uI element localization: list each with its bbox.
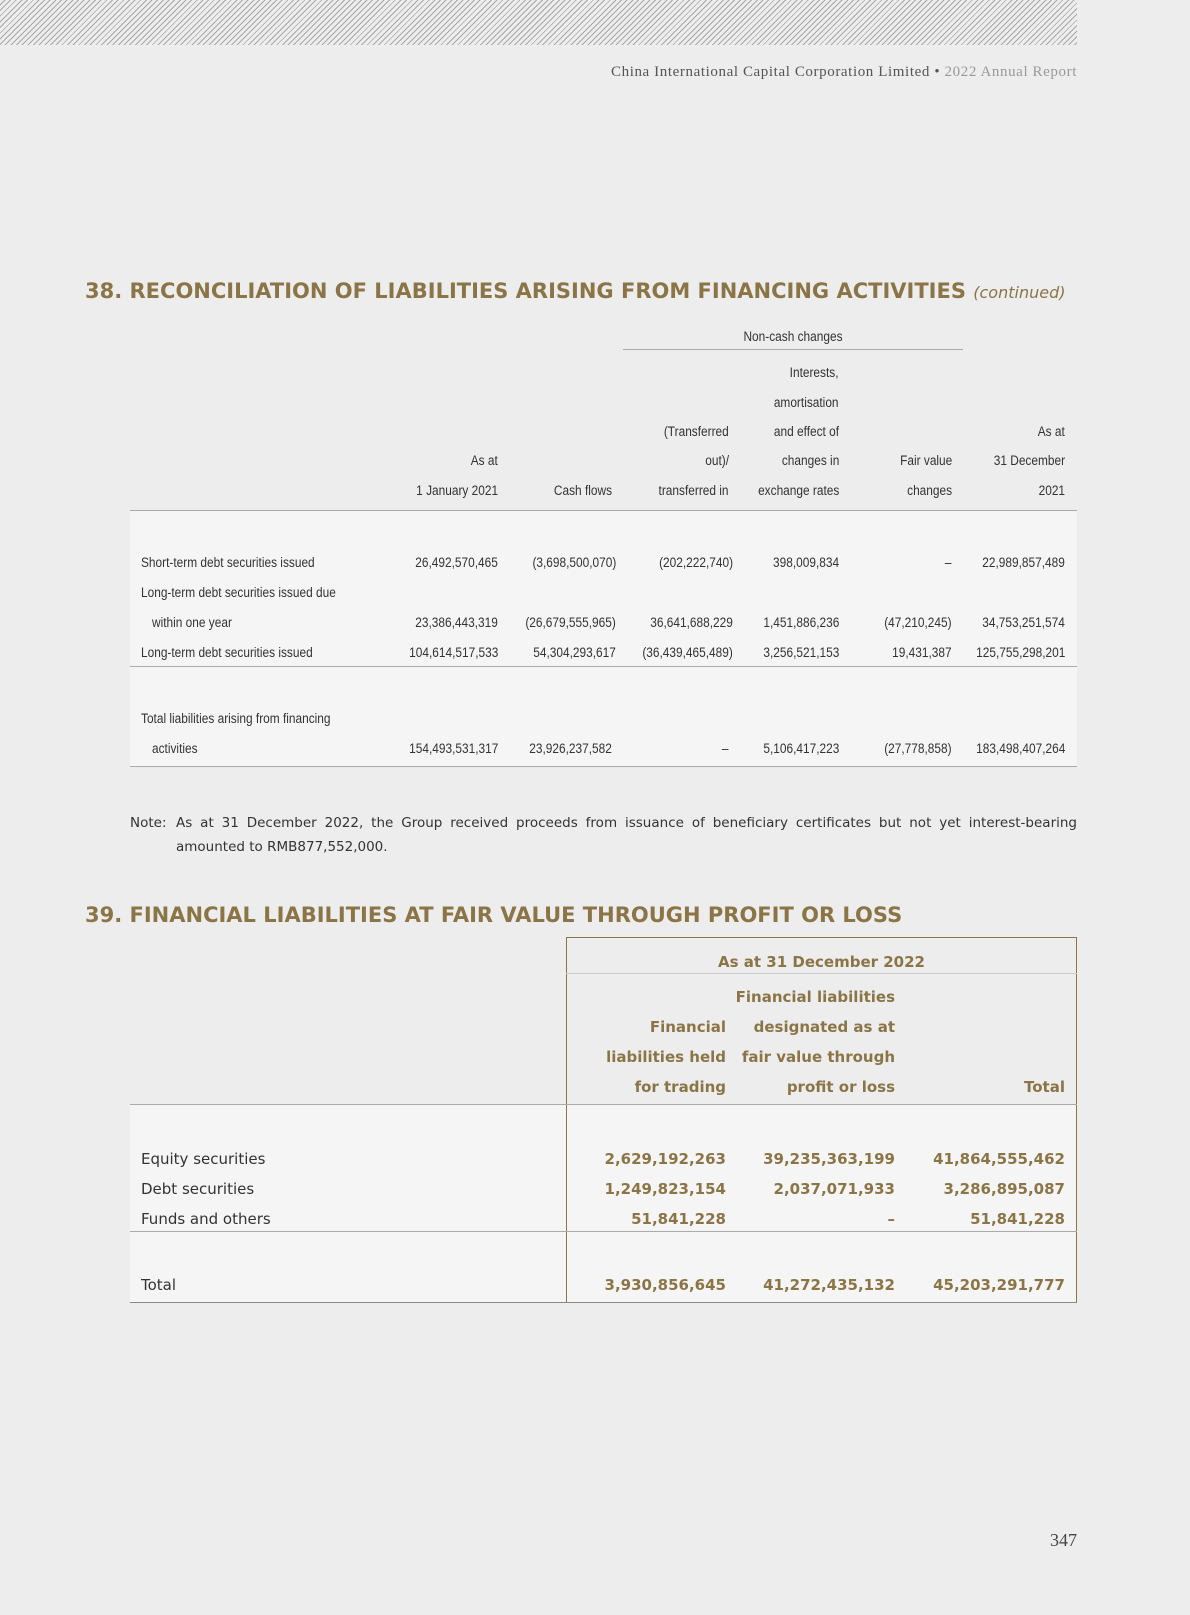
- cell-value: 22,989,857,489: [982, 555, 1065, 570]
- cell-value: –: [722, 741, 729, 756]
- section-38-heading: [85, 279, 1065, 303]
- cell-value: 51,841,228: [970, 1210, 1065, 1228]
- cell-value: 39,235,363,199: [763, 1150, 895, 1168]
- cell-value: (27,778,858): [884, 741, 952, 756]
- cell-value: 34,753,251,574: [982, 615, 1065, 630]
- column-header: out)/: [705, 453, 729, 468]
- cell-value: (26,679,555,965): [525, 615, 616, 630]
- cell-value: 3,286,895,087: [943, 1180, 1065, 1198]
- cell-value: 19,431,387: [892, 645, 952, 660]
- cell-value: 1,451,886,236: [763, 615, 839, 630]
- column-header: designated as at: [753, 1018, 895, 1036]
- column-header: Interests,: [790, 365, 839, 380]
- column-header: 1 January 2021: [416, 483, 498, 498]
- running-header: [611, 64, 1077, 81]
- cell-value: (47,210,245): [884, 615, 952, 630]
- column-header: Financial liabilities: [735, 988, 895, 1006]
- cell-value: 36,641,688,229: [650, 615, 733, 630]
- column-header: changes in: [781, 453, 839, 468]
- cell-value: 2,037,071,933: [773, 1180, 895, 1198]
- row-label: within one year: [152, 615, 232, 630]
- column-header: Fair value: [899, 453, 952, 468]
- column-header: profit or loss: [786, 1078, 895, 1096]
- cell-value: –: [887, 1210, 895, 1228]
- column-header: exchange rates: [757, 483, 839, 498]
- decorative-hatch-band: [0, 0, 1077, 45]
- report-title: 2022 Annual Report: [944, 64, 1077, 80]
- cell-value: 183,498,407,264: [975, 741, 1065, 756]
- group-header-non-cash: Non-cash changes: [743, 329, 843, 344]
- column-header: 2021: [1038, 483, 1065, 498]
- company-name: China International Capital Corporation Limited: [610, 64, 930, 80]
- section-number: 39.: [85, 903, 123, 927]
- column-header: (Transferred: [664, 424, 729, 439]
- column-header: Total: [1024, 1078, 1065, 1096]
- column-header: Financial: [649, 1018, 726, 1036]
- note-label: Note:: [130, 815, 167, 831]
- cell-value: 23,926,237,582: [529, 741, 612, 756]
- header-divider: [130, 510, 1077, 511]
- divider: [623, 349, 963, 350]
- header-divider: [130, 1104, 1077, 1105]
- note: [130, 811, 1077, 859]
- divider: [566, 973, 1077, 974]
- section-number: 38.: [85, 279, 123, 303]
- cell-value: 398,009,834: [772, 555, 839, 570]
- section-title: RECONCILIATION OF LIABILITIES ARISING FROM FINANCING ACTIVITIES: [129, 279, 966, 303]
- subtotal-divider: [130, 1231, 1077, 1232]
- column-header: 31 December: [993, 453, 1065, 468]
- cell-value: 5,106,417,223: [763, 741, 839, 756]
- column-header: liabilities held: [606, 1048, 726, 1066]
- cell-value: 45,203,291,777: [933, 1276, 1065, 1294]
- row-label: Long-term debt securities issued: [141, 645, 313, 660]
- row-label: Total liabilities arising from financing: [141, 711, 331, 726]
- column-header: Cash flows: [553, 483, 612, 498]
- column-header: for trading: [634, 1078, 726, 1096]
- row-label: Total: [141, 1276, 177, 1294]
- row-label: Funds and others: [141, 1210, 271, 1228]
- bullet: •: [934, 64, 941, 80]
- column-header: transferred in: [658, 483, 729, 498]
- cell-value: 41,864,555,462: [933, 1150, 1065, 1168]
- group-header-date: As at 31 December 2022: [718, 953, 925, 971]
- cell-value: 2,629,192,263: [604, 1150, 726, 1168]
- note-text: As at 31 December 2022, the Group received proceeds from issuance of beneficiary certificates but not yet interest-bearing amounted to RMB877,552,000.: [176, 815, 1077, 855]
- column-header: changes: [907, 483, 952, 498]
- column-header: As at: [470, 453, 498, 468]
- column-header: amortisation: [774, 395, 839, 410]
- column-header: As at: [1037, 424, 1065, 439]
- cell-value: 23,386,443,319: [415, 615, 498, 630]
- cell-value: 3,256,521,153: [763, 645, 839, 660]
- bottom-divider: [130, 1302, 1077, 1303]
- subtotal-divider: [130, 666, 1077, 667]
- row-label: Long-term debt securities issued due: [141, 585, 336, 600]
- cell-value: 54,304,293,617: [533, 645, 616, 660]
- column-header: fair value through: [741, 1048, 895, 1066]
- cell-value: (3,698,500,070): [532, 555, 616, 570]
- page-number: 347: [1050, 1530, 1077, 1550]
- cell-value: 125,755,298,201: [975, 645, 1065, 660]
- cell-value: 3,930,856,645: [604, 1276, 726, 1294]
- row-label: Equity securities: [141, 1150, 266, 1168]
- bottom-divider: [130, 766, 1077, 767]
- column-header: and effect of: [773, 424, 839, 439]
- cell-value: (202,222,740): [659, 555, 733, 570]
- section-39-heading: [85, 903, 902, 927]
- row-label: Debt securities: [141, 1180, 255, 1198]
- cell-value: 51,841,228: [631, 1210, 726, 1228]
- cell-value: (36,439,465,489): [642, 645, 733, 660]
- table-body-bg: [130, 511, 1077, 766]
- cell-value: 41,272,435,132: [763, 1276, 895, 1294]
- cell-value: 26,492,570,465: [415, 555, 498, 570]
- continued-label: (continued): [973, 283, 1066, 302]
- cell-value: 104,614,517,533: [408, 645, 498, 660]
- cell-value: 1,249,823,154: [604, 1180, 726, 1198]
- cell-value: –: [945, 555, 952, 570]
- row-label: Short-term debt securities issued: [141, 555, 315, 570]
- row-label: activities: [152, 741, 198, 756]
- cell-value: 154,493,531,317: [408, 741, 498, 756]
- section-title: FINANCIAL LIABILITIES AT FAIR VALUE THROUGH PROFIT OR LOSS: [129, 903, 903, 927]
